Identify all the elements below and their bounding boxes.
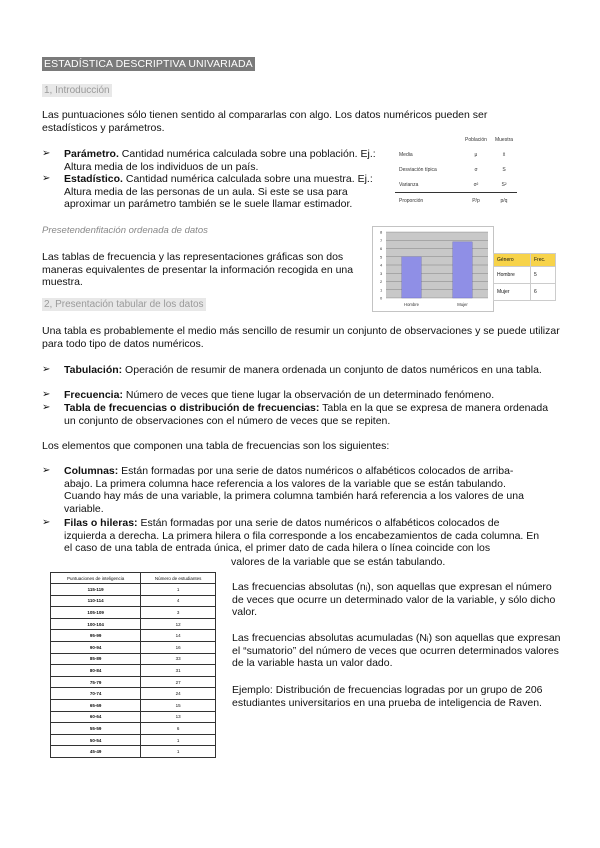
table-cell: 115-119: [51, 584, 141, 596]
table-cell: σ: [474, 166, 478, 173]
table-row: [51, 665, 216, 677]
table-row: [51, 595, 216, 607]
bullet-text: Están formadas por una serie de datos numéricos o alfabéticos colocados de arriba-abajo. La primera columna hace referencia a los valores de la variable que se están tabulando. Cuando hay más de una variable, la primera columna también hará referencia a los valores de una variable.: [64, 465, 524, 515]
table-cell: 14: [141, 630, 216, 642]
table-row: [494, 254, 556, 267]
table-cell: 65-69: [51, 699, 141, 711]
table-cell: 70-74: [51, 688, 141, 700]
y-tick-label: 6: [380, 246, 383, 251]
table-row: [51, 676, 216, 688]
bullet-filas: [42, 517, 542, 555]
table-row: [51, 711, 216, 723]
table-cell: 80-84: [51, 665, 141, 677]
table-row: [51, 653, 216, 665]
y-tick-label: 3: [380, 270, 383, 276]
table-row: [395, 193, 517, 209]
y-tick-label: 8: [380, 229, 383, 235]
table-cell: Desviación típica: [399, 166, 437, 173]
bullet-label: Parámetro.: [64, 148, 119, 160]
bullet-text: Tabla en la que se expresa de manera ordenada un conjunto de observaciones con el número de veces que se repiten.: [64, 402, 549, 427]
arrow-bullet-icon: ➢: [42, 173, 51, 184]
legend-table: [493, 253, 556, 301]
section-heading-intro: 1, Introducción: [44, 85, 110, 96]
table-header: Puntuaciones de inteligencia: [51, 573, 141, 584]
table-row: [494, 284, 556, 301]
bullet-tabla-frecuencias: [42, 402, 554, 427]
arrow-bullet-icon: ➢: [42, 517, 51, 528]
table-cell: P/p: [461, 193, 491, 209]
bar-chart: [372, 226, 494, 312]
table-cell: 55-59: [51, 723, 141, 735]
table-header: Número de estudiantes: [141, 573, 216, 584]
bullet-columnas: [42, 465, 534, 515]
table-cell: 100-104: [51, 618, 141, 630]
arrow-bullet-icon: ➢: [42, 402, 51, 413]
table-cell: p/q: [491, 193, 517, 209]
table-cell: 1: [141, 746, 216, 758]
table-header: Población: [465, 136, 487, 143]
y-tick-label: 5: [380, 254, 383, 260]
table-cell: 6: [141, 723, 216, 735]
table-cell: 24: [141, 688, 216, 700]
table-cell: 110-114: [51, 595, 141, 607]
bullet-frecuencia: [42, 389, 554, 402]
table-row: [395, 162, 517, 177]
table-cell: Proporción: [395, 193, 461, 209]
arrow-bullet-icon: ➢: [42, 465, 51, 476]
table-cell: [395, 132, 461, 147]
table-cell: 5: [531, 267, 556, 284]
table-cell: S²: [501, 181, 507, 188]
bullet-label: Tabulación:: [64, 364, 123, 376]
bar-mujer: [453, 242, 472, 298]
table-cell: 75-79: [51, 676, 141, 688]
table-row: [51, 630, 216, 642]
table-cell: Varianza: [399, 181, 419, 188]
x-category-label: Mujer: [457, 302, 468, 307]
bullet-label: Tabla de frecuencias o distribución de frecuencias:: [64, 402, 320, 414]
table-header: Muestra: [494, 136, 514, 143]
bullet-parametro: [42, 148, 376, 173]
bullet-label: Filas o hileras:: [64, 517, 138, 529]
table-cell: 27: [141, 676, 216, 688]
chart-grid: [386, 232, 488, 298]
table-cell: μ: [474, 151, 478, 158]
bullet-text: Están formadas por una serie de datos numéricos o alfabéticos colocados de izquierda a derecha. La primera hilera o fila corresponde a los encabezamientos de cada columna. En el caso de una tabla de entrada única, el primer dato de cada hilera o línea coincide con los: [64, 517, 540, 554]
table-cell: 3: [141, 607, 216, 619]
table-cell: 1: [141, 734, 216, 746]
table-cell: 85-89: [51, 653, 141, 665]
table-row: [51, 641, 216, 653]
table-row: [51, 618, 216, 630]
table-cell: 90-94: [51, 641, 141, 653]
filas-continuation: valores de la variable que se están tabulando.: [231, 556, 446, 568]
table-row: [494, 267, 556, 284]
arrow-bullet-icon: ➢: [42, 364, 51, 375]
table-cell: S: [502, 166, 506, 173]
cumulative-frequency-paragraph: Las frecuencias absolutas acumuladas (Nᵢ) son aquellas que expresan el “sumatorio” del número de veces que ocurren determinados valores de la variable hasta un valor dado.: [232, 632, 561, 669]
table-row: [395, 177, 517, 193]
table-row: [51, 584, 216, 596]
elements-intro: Los elementos que componen una tabla de frecuencias son los siguientes:: [42, 440, 390, 452]
table-cell: 105-109: [51, 607, 141, 619]
table-cell: 60-64: [51, 711, 141, 723]
section-heading-tabular: 2, Presentación tabular de los datos: [44, 299, 204, 310]
bullet-text: Número de veces que tiene lugar la observación de un determinado fenómeno.: [122, 389, 495, 401]
intro-paragraph: Las puntuaciones sólo tienen sentido al compararlas con algo. Los datos numéricos pueden ser estadísticos y parámetros.: [42, 109, 488, 134]
example-paragraph: Ejemplo: Distribución de frecuencias logradas por un grupo de 206 estudiantes universitarios en una prueba de inteligencia de Raven.: [232, 684, 543, 709]
table-row: [51, 699, 216, 711]
bar-hombre: [402, 257, 421, 298]
table-header: Frec.: [531, 254, 556, 267]
bullet-tabulacion: [42, 364, 554, 377]
table-row: [51, 607, 216, 619]
arrow-bullet-icon: ➢: [42, 148, 51, 159]
absolute-frequency-paragraph: Las frecuencias absolutas (nᵢ), son aquellas que expresan el número de veces que ocurre un determinado valor de la variable, y sólo dicho valor.: [232, 581, 556, 618]
table-row: [51, 746, 216, 758]
table-cell: 50-54: [51, 734, 141, 746]
table-cell: Hombre: [494, 267, 531, 284]
table-cell: 15: [141, 699, 216, 711]
table-header: Género: [494, 254, 531, 267]
arrow-bullet-icon: ➢: [42, 389, 51, 400]
table-row: [51, 688, 216, 700]
table-cell: 16: [141, 641, 216, 653]
tabular-intro: Una tabla es probablemente el medio más sencillo de resumir un conjunto de observaciones y se puede utilizar para todo tipo de datos numéricos.: [42, 325, 560, 350]
table-row: [51, 723, 216, 735]
parameter-table: [395, 132, 517, 208]
table-cell: 33: [141, 653, 216, 665]
table-cell: 4: [141, 595, 216, 607]
y-tick-label: 1: [380, 287, 383, 293]
table-cell: x̄: [502, 151, 506, 158]
table-cell: 1: [141, 584, 216, 596]
bullet-text: Cantidad numérica calculada sobre una muestra. Ej.: Altura media de las personas de un aula. Si este se usa para aproximar un parámetro también se le suele llamar estimador.: [64, 173, 373, 210]
table-cell: 12: [141, 618, 216, 630]
bullet-text: Operación de resumir de manera ordenada un conjunto de datos numéricos en una tabla.: [122, 364, 542, 376]
table-cell: 13: [141, 711, 216, 723]
frequency-intro: Las tablas de frecuencia y las representaciones gráficas son dos maneras equivalentes de presentar la información recogida en una muestra.: [42, 251, 354, 288]
table-row: [395, 132, 517, 147]
y-tick-label: 0: [380, 295, 383, 301]
table-cell: Media: [399, 151, 413, 158]
x-category-label: Hombre: [404, 302, 419, 307]
table-cell: 95-99: [51, 630, 141, 642]
italic-heading: Presetendenfitación ordenada de datos: [42, 225, 208, 236]
table-cell: 31: [141, 665, 216, 677]
table-row: [51, 573, 216, 584]
bullet-estadistico: [42, 173, 390, 211]
table-cell: 6: [531, 284, 556, 301]
table-row: [395, 147, 517, 162]
bullet-label: Frecuencia:: [64, 389, 123, 401]
y-tick-label: 2: [380, 279, 383, 284]
bullet-label: Columnas:: [64, 465, 119, 477]
table-cell: 45-49: [51, 746, 141, 758]
y-tick-label: 4: [380, 262, 383, 268]
frequency-table-body: [51, 584, 216, 758]
bullet-text: Cantidad numérica calculada sobre una población. Ej.: Altura media de los individuos de un país.: [64, 148, 376, 173]
y-tick-label: 7: [380, 237, 383, 243]
table-cell: Mujer: [494, 284, 531, 301]
bullet-label: Estadístico.: [64, 173, 123, 185]
page-title: ESTADÍSTICA DESCRIPTIVA UNIVARIADA: [44, 58, 253, 70]
table-row: [51, 734, 216, 746]
table-cell: σ²: [473, 181, 479, 188]
frequency-table: [50, 572, 216, 758]
